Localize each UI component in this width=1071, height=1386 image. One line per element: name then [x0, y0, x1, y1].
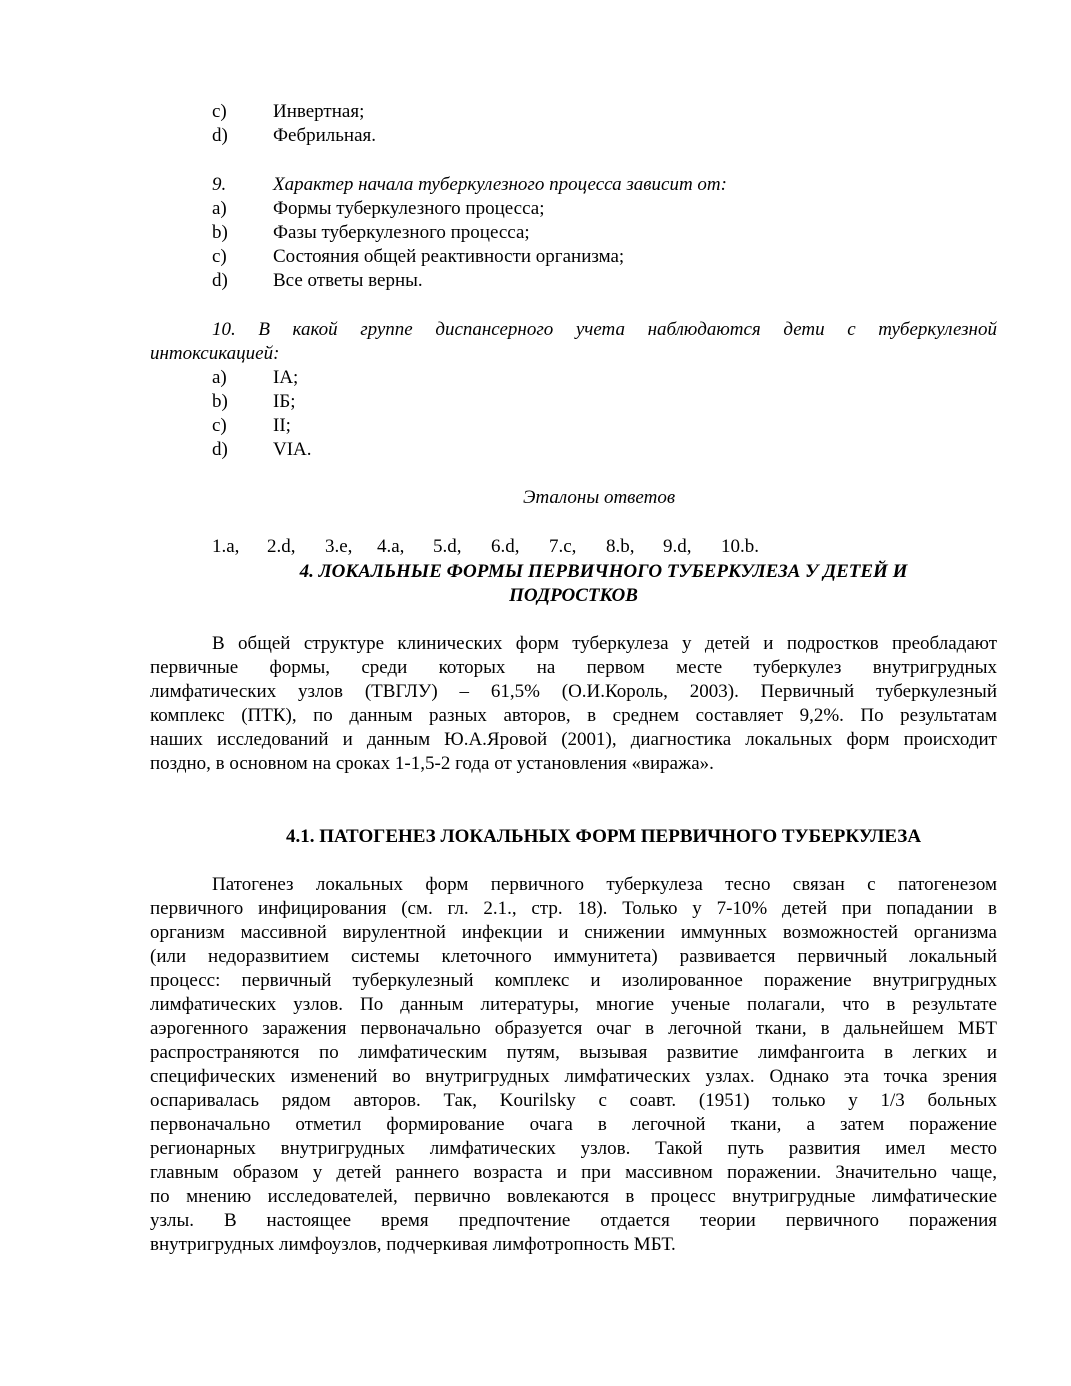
paragraph-1-line: лимфатических узлов (ТВГЛУ) – 61,5% (О.И.Король, 2003). Первичный туберкулезный [150, 681, 997, 702]
option-text: Состояния общей реактивности организма; [273, 246, 625, 267]
option-text: IБ; [273, 391, 296, 412]
option-text: Фазы туберкулезного процесса; [273, 222, 530, 243]
option-letter: d) [212, 270, 228, 291]
answer-item: 2.d, [267, 536, 296, 557]
option-text: VIA. [273, 439, 312, 460]
answer-item: 9.d, [663, 536, 692, 557]
paragraph-1-line: комплекс (ПТК), по данным разных авторов, в среднем составляет 9,2%. По результатам [150, 705, 997, 726]
answer-item: 8.b, [606, 536, 635, 557]
option-letter: b) [212, 222, 228, 243]
option-letter: a) [212, 367, 227, 388]
question-10-line2: интоксикацией: [150, 343, 280, 364]
paragraph-2-line: Патогенез локальных форм первичного туберкулеза тесно связан с патогенезом [212, 874, 997, 895]
paragraph-2-line: оспаривалась рядом авторов. Так, Kourilsky с соавт. (1951) только у 1/3 больных [150, 1090, 997, 1111]
section-title: 4.1. ПАТОГЕНЕЗ ЛОКАЛЬНЫХ ФОРМ ПЕРВИЧНОГО ТУБЕРКУЛЕЗА [285, 826, 922, 847]
paragraph-1-line: наших исследований и данным Ю.А.Яровой (2001), диагностика локальных форм происходит [150, 729, 997, 750]
answer-item: 1.a, [212, 536, 240, 557]
option-letter: c) [212, 246, 227, 267]
paragraph-2-line: по мнению исследователей, первично вовлекаются в процесс внутригрудные лимфатические [150, 1186, 997, 1207]
answer-item: 10.b. [721, 536, 759, 557]
option-text: Инвертная; [273, 101, 365, 122]
option-letter: b) [212, 391, 228, 412]
option-text: Формы туберкулезного процесса; [273, 198, 545, 219]
answer-item: 7.c, [549, 536, 577, 557]
paragraph-1-line: поздно, в основном на сроках 1-1,5-2 года от установления «виража». [150, 753, 714, 774]
paragraph-2-line: первоначально отметил формирование очага в легочной ткани, а затем поражение [150, 1114, 997, 1135]
chapter-title-line1: 4. ЛОКАЛЬНЫЕ ФОРМЫ ПЕРВИЧНОГО ТУБЕРКУЛЕЗА У ДЕТЕЙ И [299, 561, 908, 582]
paragraph-2-line: процесс: первичный туберкулезный комплекс и изолированное поражение внутригрудных [150, 970, 997, 991]
paragraph-2-line: внутригрудных лимфоузлов, подчеркивая лимфотропность МБТ. [150, 1234, 676, 1255]
answer-item: 4.a, [377, 536, 405, 557]
question-text: Характер начала туберкулезного процесса зависит от: [273, 174, 727, 195]
answer-item: 3.e, [325, 536, 353, 557]
paragraph-1-line: первичные формы, среди которых на первом месте туберкулез внутригрудных [150, 657, 997, 678]
question-10-line1: 10. В какой группе диспансерного учета наблюдаются дети с туберкулезной [212, 319, 997, 340]
option-text: II; [273, 415, 291, 436]
paragraph-2-line: лимфатических узлов. По данным литературы, многие ученые полагали, что в результате [150, 994, 997, 1015]
paragraph-1-line: В общей структуре клинических форм туберкулеза у детей и подростков преобладают [212, 633, 997, 654]
paragraph-2-line: специфических изменений во внутригрудных лимфатических узлах. Однако эта точка зрения [150, 1066, 997, 1087]
option-text: Фебрильная. [273, 125, 377, 146]
chapter-title-line2: ПОДРОСТКОВ [509, 585, 638, 606]
answers-title: Эталоны ответов [523, 487, 676, 508]
paragraph-2-line: главным образом у детей раннего возраста и при массивном поражении. Значительно чаще, [150, 1162, 997, 1183]
paragraph-2-line: регионарных внутригрудных лимфатических узлов. Такой путь развития имел место [150, 1138, 997, 1159]
question-number: 9. [212, 174, 227, 195]
paragraph-2-line: узлы. В настоящее время предпочтение отдается теории первичного поражения [150, 1210, 997, 1231]
paragraph-2-line: распространяются по лимфатическим путям, вызывая развитие лимфангоита в легких и [150, 1042, 997, 1063]
option-letter: a) [212, 198, 227, 219]
paragraph-2-line: организм массивной вирулентной инфекции и снижении иммунных возможностей организма [150, 922, 997, 943]
option-letter: c) [212, 415, 227, 436]
option-text: IA; [273, 367, 299, 388]
answer-item: 6.d, [491, 536, 520, 557]
option-letter: c) [212, 101, 227, 122]
option-letter: d) [212, 439, 228, 460]
paragraph-2-line: первичного инфицирования (см. гл. 2.1., стр. 18). Только у 7-10% детей при попадании в [150, 898, 997, 919]
paragraph-2-line: аэрогенного заражения первоначально образуется очаг в легочной ткани, в дальнейшем МБТ [150, 1018, 997, 1039]
answer-item: 5.d, [433, 536, 462, 557]
paragraph-2-line: (или недоразвитием системы клеточного иммунитета) развивается первичный локальный [150, 946, 997, 967]
option-text: Все ответы верны. [273, 270, 423, 291]
option-letter: d) [212, 125, 228, 146]
